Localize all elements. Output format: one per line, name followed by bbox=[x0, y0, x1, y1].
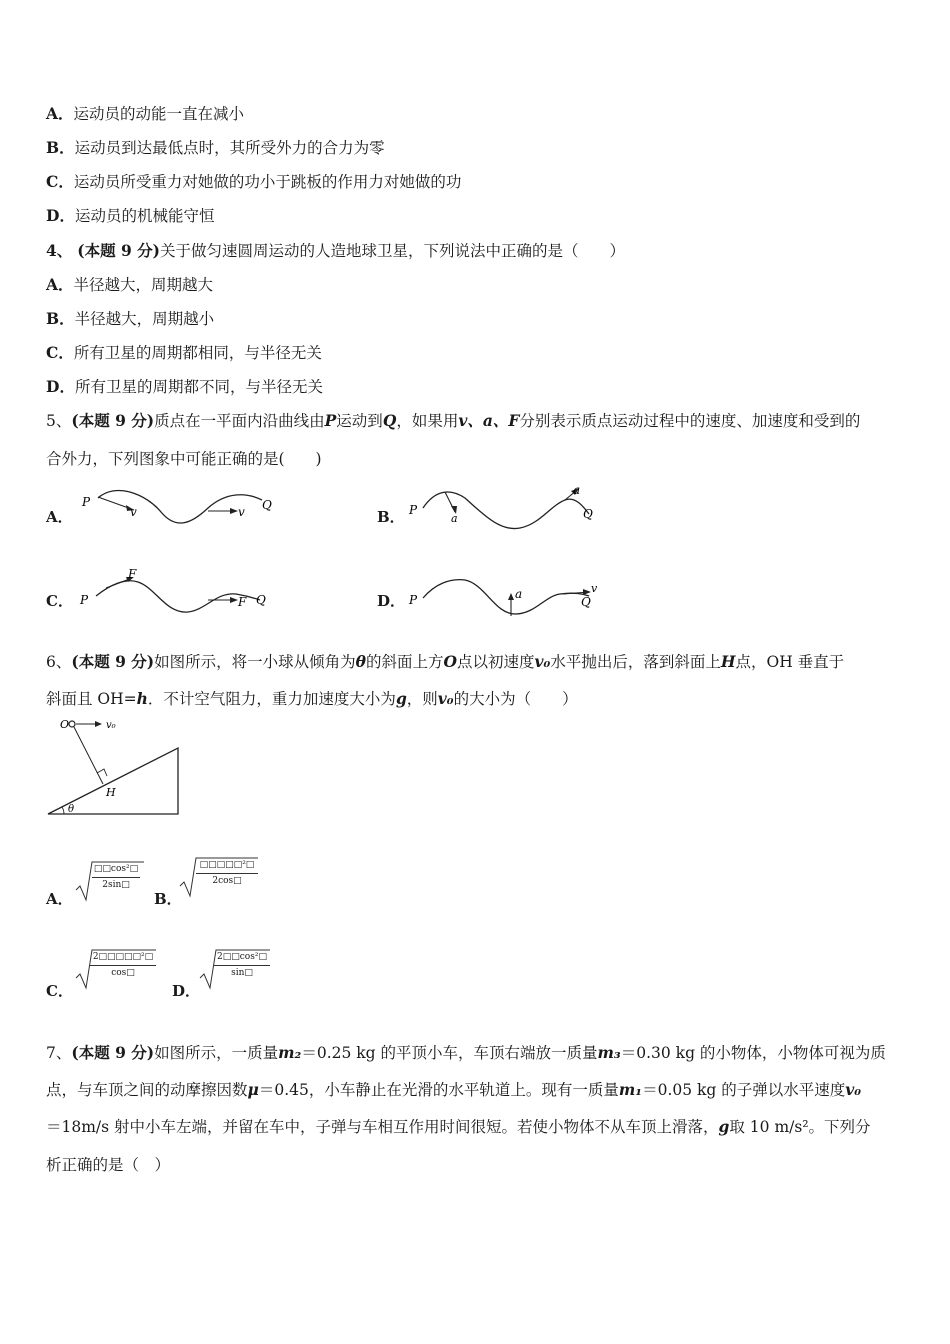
q7-stem-line3: ＝18m/s 射中小车左端，并留在车中，子弹与车相互作用时间很短。若使小物体不从车顶上滑落，g取 10 m/s²。下列分 bbox=[46, 1117, 871, 1136]
q7-stem-line4: 析正确的是（ ） bbox=[46, 1156, 171, 1174]
q5-b-q: Q bbox=[583, 507, 593, 521]
q5-d-a: a bbox=[515, 587, 523, 601]
q5-stem-line1: 5、(本题 9 分)质点在一平面内沿曲线由P运动到Q，如果用v、a、F分别表示质点运动过程中的速度、加速度和受到的 bbox=[46, 411, 861, 430]
q5-figure-c bbox=[76, 566, 276, 622]
q4-option-a: A．半径越大，周期越大 bbox=[46, 275, 214, 294]
q3-option-b: B．运动员到达最低点时，其所受外力的合力为零 bbox=[46, 138, 385, 157]
q4-option-d: D．所有卫星的周期都不同，与半径无关 bbox=[46, 377, 323, 396]
q6-fig-o: O bbox=[60, 718, 70, 731]
q4-option-b: B．半径越大，周期越小 bbox=[46, 309, 215, 328]
q6-option-a-label: A． bbox=[46, 890, 73, 908]
q3-option-c: C．运动员所受重力对她做的功小于跳板的作用力对她做的功 bbox=[46, 172, 462, 191]
q5-b-a2: a bbox=[573, 484, 581, 497]
q6-fig-h: H bbox=[106, 786, 116, 799]
q5-option-d-label: D． bbox=[377, 592, 406, 610]
q5-c-f2: F bbox=[238, 595, 247, 609]
q5-c-f1: F bbox=[128, 567, 137, 581]
q6-option-b-label: B． bbox=[154, 890, 182, 908]
q4-stem: 4、 (本题 9 分)关于做匀速圆周运动的人造地球卫星，下列说法中正确的是（ ） bbox=[46, 241, 625, 260]
q5-c-p: P bbox=[80, 593, 89, 607]
q5-a-v1: v bbox=[130, 505, 137, 519]
q5-a-v2: v bbox=[238, 505, 245, 519]
q6-option-c-label: C． bbox=[46, 982, 73, 1000]
q5-stem-line2: 合外力，下列图象中可能正确的是( ) bbox=[46, 450, 322, 468]
q5-figure-b bbox=[405, 484, 605, 540]
q3-option-d: D．运动员的机械能守恒 bbox=[46, 206, 215, 225]
q6-option-c-formula: 2□□□□□²□ cos□ bbox=[90, 952, 156, 979]
q5-option-b-label: B． bbox=[377, 508, 405, 526]
q5-d-v: v bbox=[591, 582, 598, 595]
q6-option-d-label: D． bbox=[172, 982, 201, 1000]
q5-d-q: Q bbox=[581, 595, 591, 609]
q5-option-c-label: C． bbox=[46, 592, 73, 610]
q6-option-d-formula: 2□□cos²□ sin□ bbox=[214, 952, 270, 979]
q5-d-p: P bbox=[409, 593, 418, 607]
q6-option-a-formula: □□cos²□ 2sin□ bbox=[93, 864, 139, 890]
q5-option-a-label: A． bbox=[46, 508, 73, 526]
q5-b-a1: a bbox=[451, 512, 458, 525]
q5-c-q: Q bbox=[256, 593, 266, 607]
q6-option-b-formula: □□□□□²□ 2cos□ bbox=[196, 860, 258, 887]
q7-stem-line1: 7、(本题 9 分)如图所示，一质量m₂＝0.25 kg 的平顶小车，车顶右端放一质量m₃＝0.30 kg 的小物体，小物体可视为质 bbox=[46, 1043, 886, 1062]
q3-option-a: A．运动员的动能一直在减小 bbox=[46, 104, 245, 123]
q6-fig-theta: θ bbox=[68, 804, 75, 815]
q6-incline-figure bbox=[46, 714, 186, 820]
q5-a-q: Q bbox=[262, 498, 272, 512]
q6-stem-line2: 斜面且 OH=h．不计空气阻力，重力加速度大小为g，则v₀的大小为（ ） bbox=[46, 689, 578, 708]
q5-figure-a bbox=[76, 484, 276, 534]
q7-stem-line2: 点，与车顶之间的动摩擦因数μ＝0.45，小车静止在光滑的水平轨道上。现有一质量m₁＝0.05 kg 的子弹以水平速度v₀ bbox=[46, 1080, 862, 1099]
q6-stem-line1: 6、(本题 9 分)如图所示，将一小球从倾角为θ的斜面上方O点以初速度v₀水平抛出后，落到斜面上H点，OH 垂直于 bbox=[46, 652, 845, 671]
q6-fig-v0: v₀ bbox=[106, 720, 116, 731]
q5-a-p: P bbox=[82, 495, 91, 509]
q5-figure-d bbox=[405, 566, 605, 622]
q5-b-p: P bbox=[409, 503, 418, 517]
q4-option-c: C．所有卫星的周期都相同，与半径无关 bbox=[46, 343, 322, 362]
